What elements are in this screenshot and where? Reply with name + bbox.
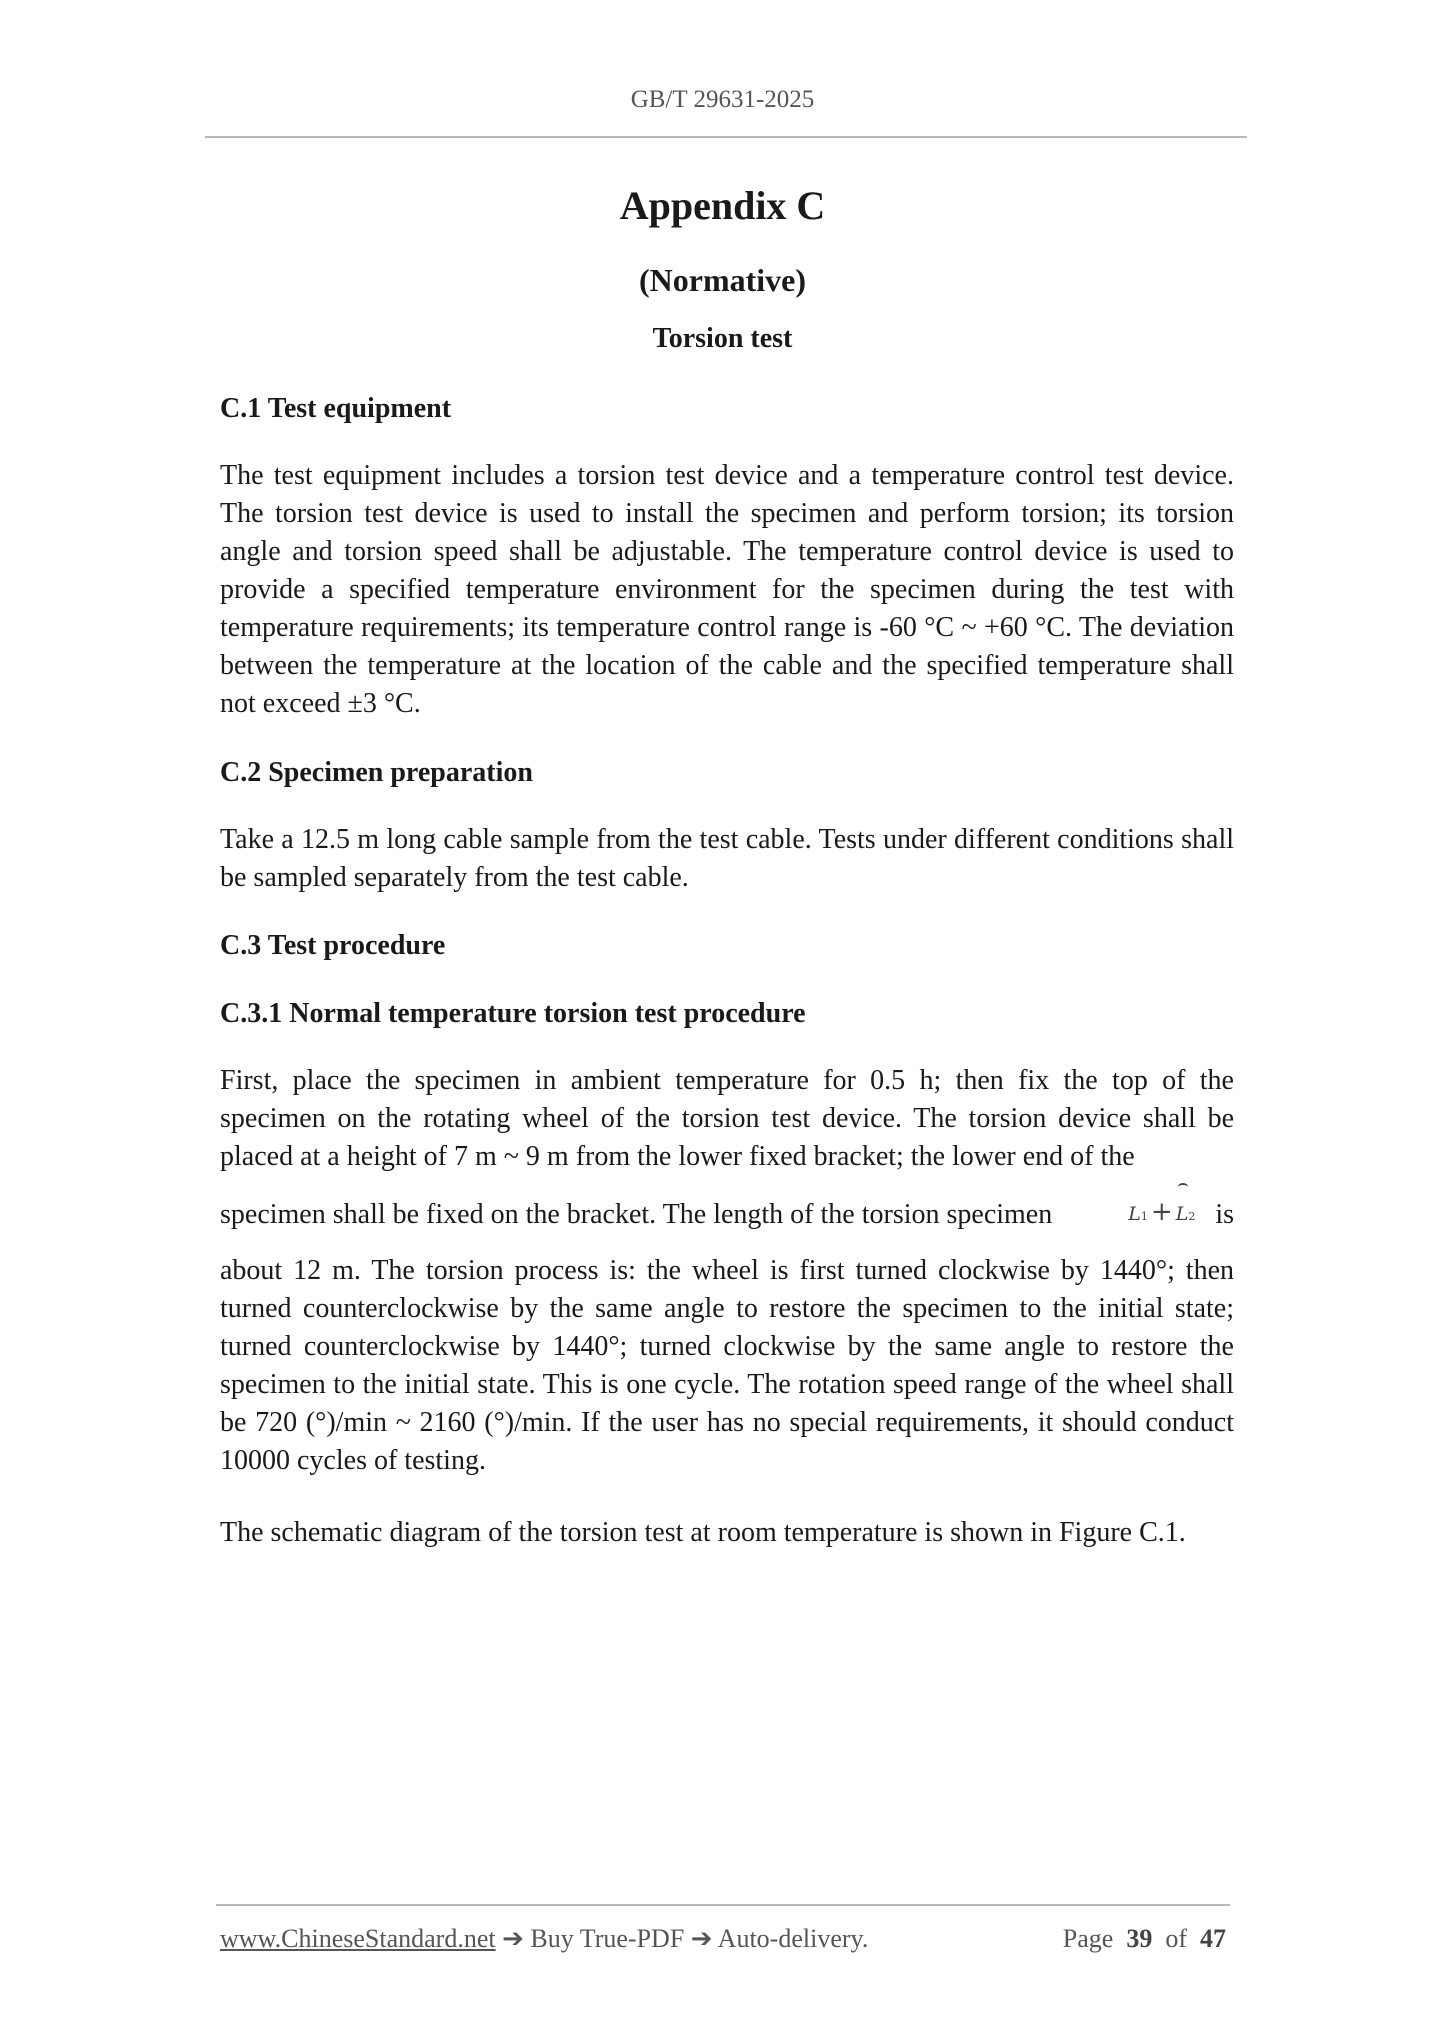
page-label: Page — [1062, 1924, 1114, 1953]
appendix-title: Appendix C — [619, 183, 826, 228]
page-total: 47 — [1200, 1924, 1226, 1953]
formula-sub2: 2 — [1188, 1210, 1196, 1223]
section-c31-heading: C.3.1 Normal temperature torsion test procedure — [220, 998, 806, 1029]
arrow-right-icon: ➔ — [690, 1924, 713, 1953]
length-formula — [1128, 1193, 1195, 1236]
page-footer — [220, 1924, 1226, 1954]
appendix-subtitle: Torsion test — [652, 323, 793, 354]
formula-plus: + — [1150, 1197, 1173, 1227]
buy-true-pdf-text: Buy True-PDF — [530, 1924, 685, 1953]
page-of: of — [1165, 1924, 1187, 1953]
section-c3-heading: C.3 Test procedure — [220, 930, 446, 961]
arrow-right-icon: ➔ — [502, 1924, 524, 1953]
section-c2-text: Take a 12.5 m long cable sample from the test cable. Tests under different conditions shall be sampled separately from the test cable. — [220, 824, 1234, 893]
page-current: 39 — [1126, 1924, 1153, 1953]
page-indicator — [1063, 1924, 1226, 1954]
footer-divider — [216, 1904, 1230, 1906]
normative-label: (Normative) — [638, 262, 807, 298]
formula-l1: L — [1128, 1203, 1141, 1225]
section-c31-text-part2: about 12 m. The torsion process is: the wheel is first turned clockwise by 1440°; then turned counterclockwise by the same angle to restore the specimen to the initial state; turned counterclockwise by 1440°; turned clockwise by the same angle to restore the specimen to the initial state. This is one cycle. The rotation speed range of the wheel shall be 720 (°)/min ~ 2160 (°)/min. If the user has no special requirements, it should conduct 10000 cycles of testing. — [220, 1255, 1234, 1476]
formula-l2: L — [1176, 1195, 1189, 1233]
formula-sub1: 1 — [1140, 1210, 1148, 1223]
section-c31-text-part1: First, place the specimen in ambient temperature for 0.5 h; then fix the top of the specimen on the rotating wheel of the torsion test device. The torsion device shall be placed at a height of 7 m ~ 9 m from the lower fixed bracket; the lower end of the — [220, 1065, 1234, 1172]
formula-trailing-text: is — [1215, 1198, 1234, 1230]
section-c1-heading: C.1 Test equipment — [220, 393, 452, 424]
formula-line-text: specimen shall be fixed on the bracket. The length of the torsion specimen — [220, 1198, 1053, 1230]
auto-delivery-text: Auto-delivery. — [717, 1924, 869, 1953]
document-code-header: GB/T 29631-2025 — [630, 86, 815, 113]
formula-line — [220, 1193, 1234, 1236]
header-divider — [205, 136, 1247, 138]
figure-reference-text: The schematic diagram of the torsion test at room temperature is shown in Figure C.1. — [220, 1517, 1186, 1548]
footer-left — [220, 1924, 868, 1954]
section-c1-text: The test equipment includes a torsion test device and a temperature control test device. The torsion test device is used to install the specimen and perform torsion; its torsion angle and torsion speed shall be adjustable. The temperature control device is used to provide a specified temperature environment for the specimen during the test with temperature requirements; its temperature control range is -60 °C ~ +60 °C. The deviation between the temperature at the location of the cable and the specified temperature shall not exceed ±3 °C. — [220, 460, 1234, 719]
section-c2-heading: C.2 Specimen preparation — [220, 757, 533, 788]
website-link[interactable]: www.ChineseStandard.net — [220, 1924, 496, 1953]
